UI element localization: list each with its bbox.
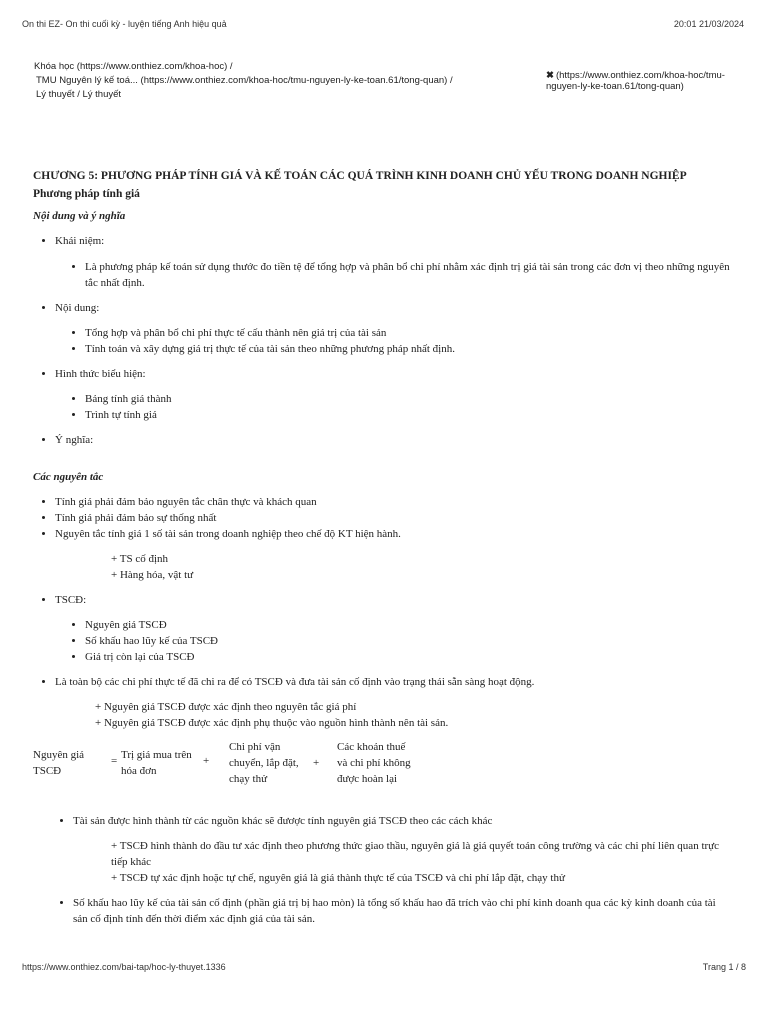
list-item: • Trình tự tính giá [85, 407, 768, 423]
list-item: • Tính giá phải đảm bảo sự thống nhất [55, 510, 768, 526]
formula-cell-tri-gia: Trị giá mua trên hóa đơn [121, 749, 192, 777]
list-item: • Bảng tính giá thành [85, 391, 768, 407]
list-item: • Số khấu hao lũy kế của tài sản cố định (phần giá trị bị hao mòn) là tổng số khấu hao đã trích vào chi phí kinh doanh qua các kỳ kinh doanh của tài sản cố định tính đến thời điểm xác định giá của tài sản. [73, 895, 768, 927]
formula-table [33, 739, 427, 787]
plus-ts-co-dinh: + TS cố định [111, 553, 169, 565]
breadcrumb-course-link[interactable]: TMU Nguyên lý kế toá... (https://www.onthiez.com/khoa-hoc/tmu-nguyen-ly-ke-toan.61/tong-quan) / [36, 75, 453, 86]
list-item: • Tính giá phải đảm bảo nguyên tắc chân thực và khách quan [55, 494, 768, 510]
list-item: • TSCĐ: • Nguyên giá TSCĐ • Số khấu hao lũy kế của TSCĐ • Giá trị còn lại của TSCĐ [55, 592, 768, 665]
list-item: • Giá trị còn lại của TSCĐ [85, 649, 768, 665]
nguyen-gia-line-1: + Nguyên giá TSCĐ được xác định theo nguyên tắc giá phí [95, 701, 357, 713]
chapter-title: CHƯƠNG 5: PHƯƠNG PHÁP TÍNH GIÁ VÀ KẾ TOÁN CÁC QUÁ TRÌNH KINH DOANH CHỦ YẾU TRONG DOANH NGHIỆP [33, 170, 687, 182]
depreciation-list [33, 895, 768, 927]
list-item: • Khái niệm: • Là phương pháp kế toán sử dụng thước đo tiền tệ để tổng hợp và phân bổ chi phí nhằm xác định trị giá tài sản trong các đơn vị theo những nguyên tắc nhất định. [55, 233, 768, 291]
list-item: • Tổng hợp và phân bổ chi phí thực tế cấu thành nên giá trị của tài sản [85, 325, 768, 341]
nguyen-gia-line-2: + Nguyên giá TSCĐ được xác định phụ thuộc vào nguồn hình thành nên tài sản. [95, 717, 449, 729]
plus-hang-hoa: + Hàng hóa, vật tư [111, 569, 194, 581]
formula-plus-1: + [203, 755, 210, 767]
concept-list [33, 233, 768, 448]
heading-noi-dung: Nội dung và ý nghĩa [33, 210, 126, 222]
list-item: • Hình thức biểu hiện: • Bảng tính giá thành • Trình tự tính giá [55, 366, 768, 423]
section-title: Phương pháp tính giá [33, 188, 140, 200]
print-footer-url: https://www.onthiez.com/bai-tap/hoc-ly-thuyet.1336 [22, 962, 226, 972]
list-item: • Nội dung: • Tổng hợp và phân bổ chi phí thực tế cấu thành nên giá trị của tài sản • Tính toán và xây dựng giá trị thực tế của tài sản theo những phương pháp nhất định. [55, 300, 768, 357]
tscd-list [33, 592, 768, 690]
heading-nguyen-tac: Các nguyên tắc [33, 471, 104, 483]
formula-cell-nguyen-gia: Nguyên giá TSCĐ [33, 749, 85, 777]
formula-equals: = [111, 755, 118, 767]
list-item: • Là phương pháp kế toán sử dụng thước đo tiền tệ để tổng hợp và phân bổ chi phí nhằm xác định trị giá tài sản trong các đơn vị theo những nguyên tắc nhất định. [85, 259, 745, 291]
list-item: • Nguyên giá TSCĐ [85, 617, 768, 633]
formula-plus-2: + [313, 757, 320, 769]
principles-list [33, 494, 768, 542]
list-item: • Tài sản được hình thành từ các nguồn khác sẽ đươợc tính nguyên giá TSCĐ theo các cách khác [73, 813, 768, 829]
ts-line-1b: tiếp khác [111, 856, 152, 868]
close-icon[interactable]: ✖ [546, 70, 554, 81]
list-item: • Số khấu hao lũy kế của TSCĐ [85, 633, 768, 649]
breadcrumb-courses-link[interactable]: Khóa học (https://www.onthiez.com/khoa-hoc) / [34, 61, 233, 72]
list-item: • Là toàn bộ các chi phí thực tế đã chi ra để có TSCĐ và đưa tài sản cố định vào trạng thái sẵn sàng hoạt động. [55, 674, 768, 690]
lesson-content [33, 166, 768, 927]
close-link-url[interactable]: (https://www.onthiez.com/khoa-hoc/tmu-nguyen-ly-ke-toan.61/tong-quan) [546, 70, 725, 92]
formula-cell-thue: Các khoản thuế và chi phí không được hoàn lại [337, 741, 411, 785]
list-item: • Nguyên tắc tính giá 1 số tài sản trong doanh nghiệp theo chế độ KT hiện hành. [55, 526, 768, 542]
other-sources-list [33, 813, 768, 829]
page-number: Trang 1 / 8 [702, 962, 746, 972]
ts-line-1: + TSCĐ hình thành do đầu tư xác định theo phương thức giao thầu, nguyên giá là giá quyết toán công trường và các chi phí liên quan trực [111, 840, 720, 852]
list-item: • Tính toán và xây dựng giá trị thực tế của tài sản theo những phương pháp nhất định. [85, 341, 768, 357]
print-header-datetime: 20:01 21/03/2024 [673, 19, 744, 29]
breadcrumb-current: Lý thuyết / Lý thuyết [36, 89, 122, 100]
formula-cell-chi-phi: Chi phí vận chuyển, lắp đặt, chạy thử [229, 741, 299, 785]
list-item: • Ý nghĩa: [55, 432, 768, 448]
ts-line-2: + TSCĐ tự xác định hoặc tự chế, nguyên giá là giá thành thực tế của TSCĐ và chi phí lắp đặt, chạy thử [111, 872, 565, 884]
print-header-title: On thi EZ- On thi cuối kỳ - luyện tiếng Anh hiệu quả [22, 19, 227, 29]
